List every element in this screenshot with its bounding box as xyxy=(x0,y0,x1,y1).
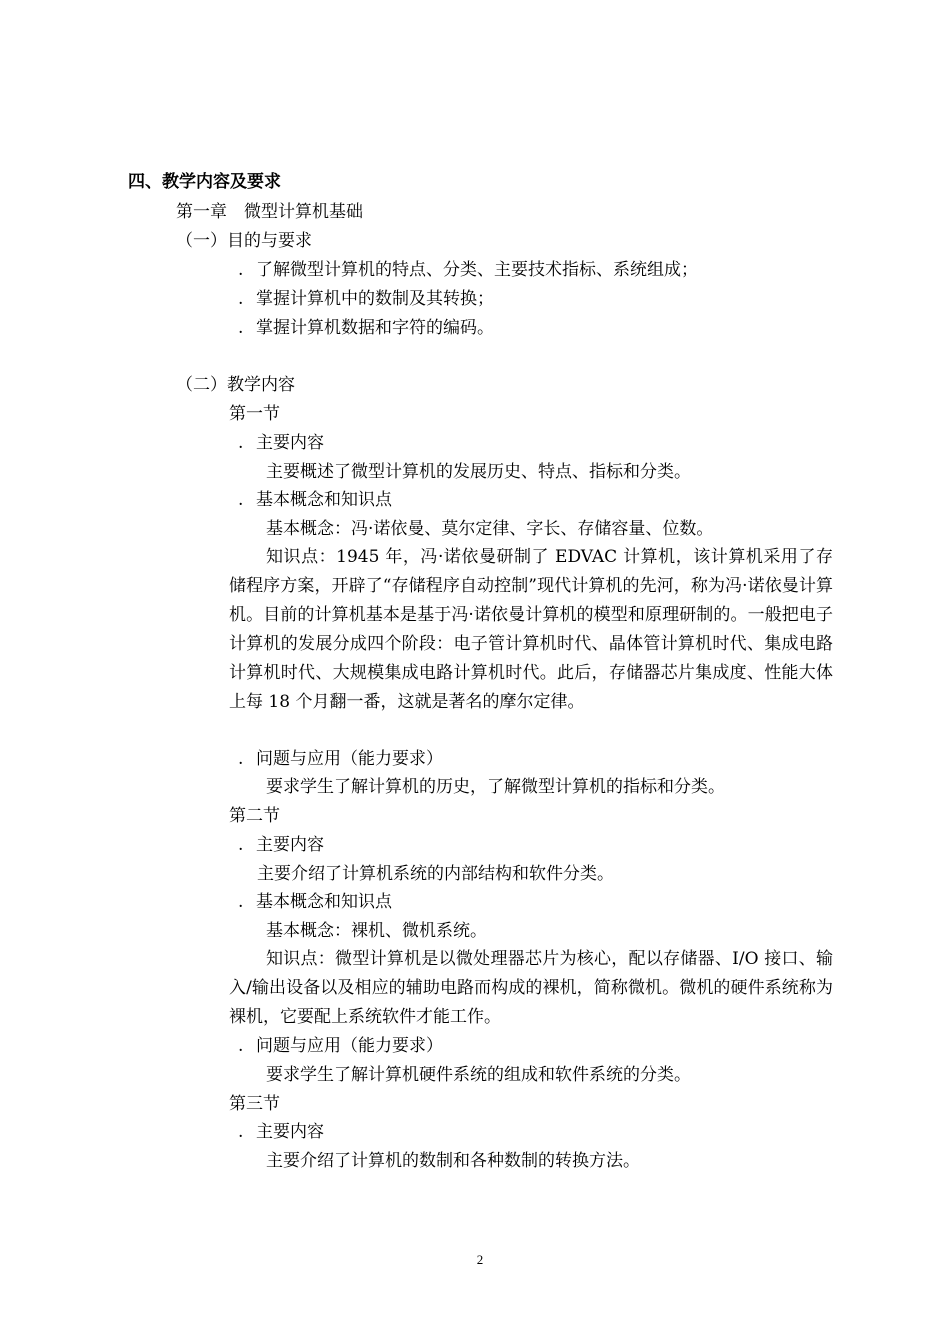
bullet: . xyxy=(238,749,244,769)
section2-apply-text: 要求学生了解计算机硬件系统的组成和软件系统的分类。 xyxy=(266,1065,691,1085)
bullet: . xyxy=(238,1036,244,1056)
bullet: . xyxy=(238,1122,244,1142)
heading-text: 主要内容 xyxy=(256,433,324,453)
section2-concept-heading xyxy=(238,892,392,912)
section2-concept-text: 基本概念：裸机、微机系统。 xyxy=(266,921,487,941)
page-number: 2 xyxy=(476,1252,484,1267)
section1-knowledge-paragraph: 知识点：1945 年，冯·诺依曼研制了 EDVAC 计算机，该计算机采用了存储程序方案，开辟了“存储程序自动控制”现代计算机的先河，称为冯·诺依曼计算机。目前的计算机基本是基于冯·诺依曼计算机的模型和原理研制的。一般把电子计算机的发展分成四个阶段：电子管计算机时代、晶体管计算机时代、集成电路计算机时代、大规模集成电路计算机时代。此后，存储器芯片集成度、性能大体上每 18 个月翻一番，这就是著名的摩尔定律。 xyxy=(229,547,833,712)
list-item xyxy=(238,318,494,338)
bullet: . xyxy=(238,835,244,855)
section-heading: 四、教学内容及要求 xyxy=(128,172,281,192)
bullet: . xyxy=(238,490,244,510)
bullet: . xyxy=(238,318,244,338)
bullet: . xyxy=(238,260,244,280)
section2-knowledge-paragraph: 知识点：微型计算机是以微处理器芯片为核心，配以存储器、I/O 接口、输入/输出设备以及相应的辅助电路而构成的裸机，简称微机。微机的硬件系统称为裸机，它要配上系统软件才能工作。 xyxy=(229,949,833,1027)
bullet: . xyxy=(238,433,244,453)
list-item-text: 掌握计算机中的数制及其转换； xyxy=(256,289,494,309)
section2-main-heading xyxy=(238,835,324,855)
heading-text: 主要内容 xyxy=(256,835,324,855)
section1-title: 第一节 xyxy=(229,404,280,424)
list-item-text: 掌握计算机数据和字符的编码。 xyxy=(256,318,494,338)
list-item-text: 了解微型计算机的特点、分类、主要技术指标、系统组成； xyxy=(256,260,698,280)
section1-main-heading xyxy=(238,433,324,453)
list-item xyxy=(238,260,698,280)
part1-heading: （一）目的与要求 xyxy=(176,231,312,251)
heading-text: 基本概念和知识点 xyxy=(256,490,392,510)
section1-apply-heading xyxy=(238,749,443,769)
heading-text: 主要内容 xyxy=(256,1122,324,1142)
heading-text: 问题与应用（能力要求） xyxy=(256,749,443,769)
chapter-title: 第一章 微型计算机基础 xyxy=(176,202,363,222)
heading-text: 基本概念和知识点 xyxy=(256,892,392,912)
part2-heading: （二）教学内容 xyxy=(176,375,295,395)
section1-main-text: 主要概述了微型计算机的发展历史、特点、指标和分类。 xyxy=(266,462,691,482)
bullet: . xyxy=(238,289,244,309)
section2-main-text: 主要介绍了计算机系统的内部结构和软件分类。 xyxy=(257,864,614,884)
section3-main-heading xyxy=(238,1122,324,1142)
list-item xyxy=(238,289,494,309)
section1-concept-heading xyxy=(238,490,392,510)
bullet: . xyxy=(238,892,244,912)
section1-concept-text: 基本概念：冯·诺依曼、莫尔定律、字长、存储容量、位数。 xyxy=(266,519,714,539)
section1-apply-text: 要求学生了解计算机的历史，了解微型计算机的指标和分类。 xyxy=(266,777,725,797)
section2-title: 第二节 xyxy=(229,806,280,826)
section3-main-text: 主要介绍了计算机的数制和各种数制的转换方法。 xyxy=(266,1151,640,1171)
heading-text: 问题与应用（能力要求） xyxy=(256,1036,443,1056)
section2-apply-heading xyxy=(238,1036,443,1056)
section3-title: 第三节 xyxy=(229,1094,280,1114)
